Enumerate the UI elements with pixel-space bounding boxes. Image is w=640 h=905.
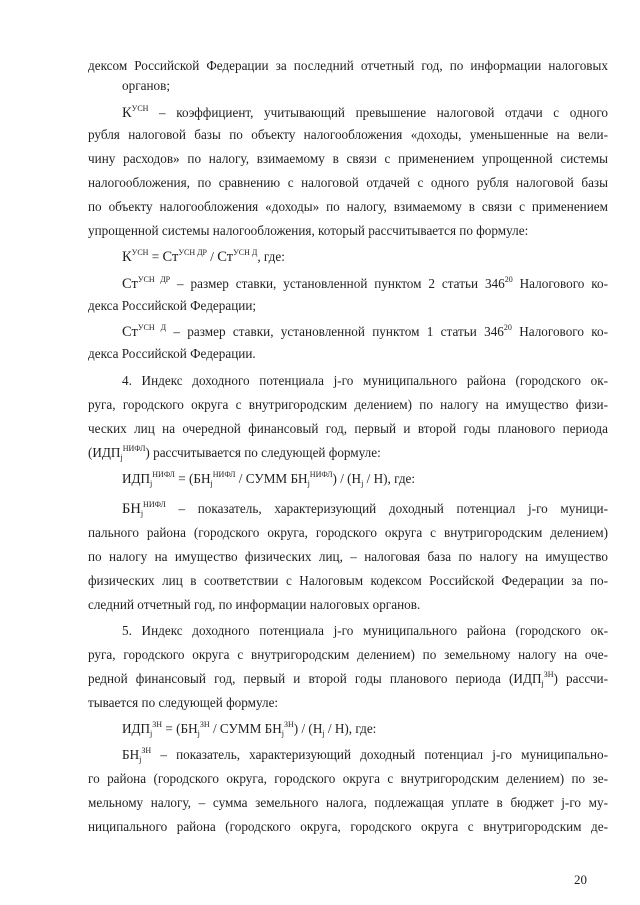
text-line: руга, городского округа с внутригородским делением) по налогу на имущество физи- <box>88 397 608 412</box>
text-line: дексом Российской Федерации за последний отчетный год, по информации налоговых <box>88 58 608 73</box>
definition-ct-usn-d: $Ст^{УСН Д}$ – размер ставки, установленной пунктом 1 статьи $346^{20}$ Налогового ко- <box>122 323 608 340</box>
text-line: следний отчетный год, по информации налоговых органов. <box>88 597 421 612</box>
text-line: органов; <box>122 78 170 93</box>
page-number: 20 <box>574 872 587 887</box>
text-line: мельному налогу, – сумма земельного налога, подлежащая уплате в бюджет j-го му- <box>88 795 608 810</box>
text-line: налогообложения, по сравнению с налоговой отдачей с одного рубля налоговой базы <box>88 175 608 190</box>
text-line: декса Российской Федерации; <box>88 298 257 313</box>
text-line: пального района (городского округа, городского округа с внутригородским делением) <box>88 525 608 540</box>
formula-idp-nifl: $ИДП_j^{НИФЛ} = (БН_j^{НИФЛ}$ / СУММ $БН_j^{НИФЛ}) / (Н_j / Н)$, где: <box>122 470 416 488</box>
definition-ct-usn-dr: $Ст^{УСН ДР}$ – размер ставки, установленной пунктом 2 статьи $346^{20}$ Налогового ко- <box>122 275 608 292</box>
text-line: по объекту налогообложения «доходы» по налогу, взимаемому в связи с применением <box>88 199 608 214</box>
text-line: чину расходов» по налогу, взимаемому в связи с применением упрощенной системы <box>88 151 608 166</box>
text-line: декса Российской Федерации. <box>88 346 256 361</box>
text-line: 5. Индекс доходного потенциала j-го муниципального района (городского ок- <box>122 623 608 638</box>
text-line: ческих лиц на очередной финансовый год, первый и второй годы планового периода <box>88 421 608 436</box>
text-line: редной финансовый год, первый и второй годы планового периода $(ИДП_j^{ЗН})$ рассчи- <box>88 670 608 688</box>
definition-k-usn: $К^{УСН}$ – коэффициент, учитывающий превышение налоговой отдачи с одного <box>122 104 608 121</box>
text-line: рубля налоговой базы по объекту налогообложения «доходы, уменьшенные на вели- <box>88 127 608 142</box>
text-line: упрощенной системы налогообложения, который рассчитывается по формуле: <box>88 223 529 238</box>
text-line: ниципального района (городского округа, городского округа с внутригородским де- <box>88 819 608 834</box>
text-line: го района (городского округа, городского округа с внутригородским делением) по зе- <box>88 771 608 786</box>
text-line: 4. Индекс доходного потенциала j-го муниципального района (городского ок- <box>122 373 608 388</box>
text-line: тывается по следующей формуле: <box>88 695 279 710</box>
definition-bn-nifl: $БН_j^{НИФЛ}$ – показатель, характеризующий доходный потенциал j-го муници- <box>122 500 608 518</box>
formula-k-usn: $К^{УСН} = Ст^{УСН ДР} / Ст^{УСН Д}$, где: <box>122 248 285 265</box>
text-line: физических лиц в соответствии с Налоговым кодексом Российской Федерации за по- <box>88 573 608 588</box>
formula-idp-zn: $ИДП_j^{ЗН} = (БН_j^{ЗН}$ / СУММ $БН_j^{ЗН}) / (Н_j / Н)$, где: <box>122 720 377 738</box>
text-line: руга, городского округа с внутригородским делением) по земельному налогу на оче- <box>88 647 608 662</box>
text-line: по налогу на имущество физических лиц, – налоговая база по налогу на имущество <box>88 549 608 564</box>
text-line: $(ИДП_j^{НИФЛ})$ рассчитывается по следующей формуле: <box>88 444 381 462</box>
definition-bn-zn: $БН_j^{ЗН}$ – показатель, характеризующий доходный потенциал j-го муниципально- <box>122 746 608 764</box>
